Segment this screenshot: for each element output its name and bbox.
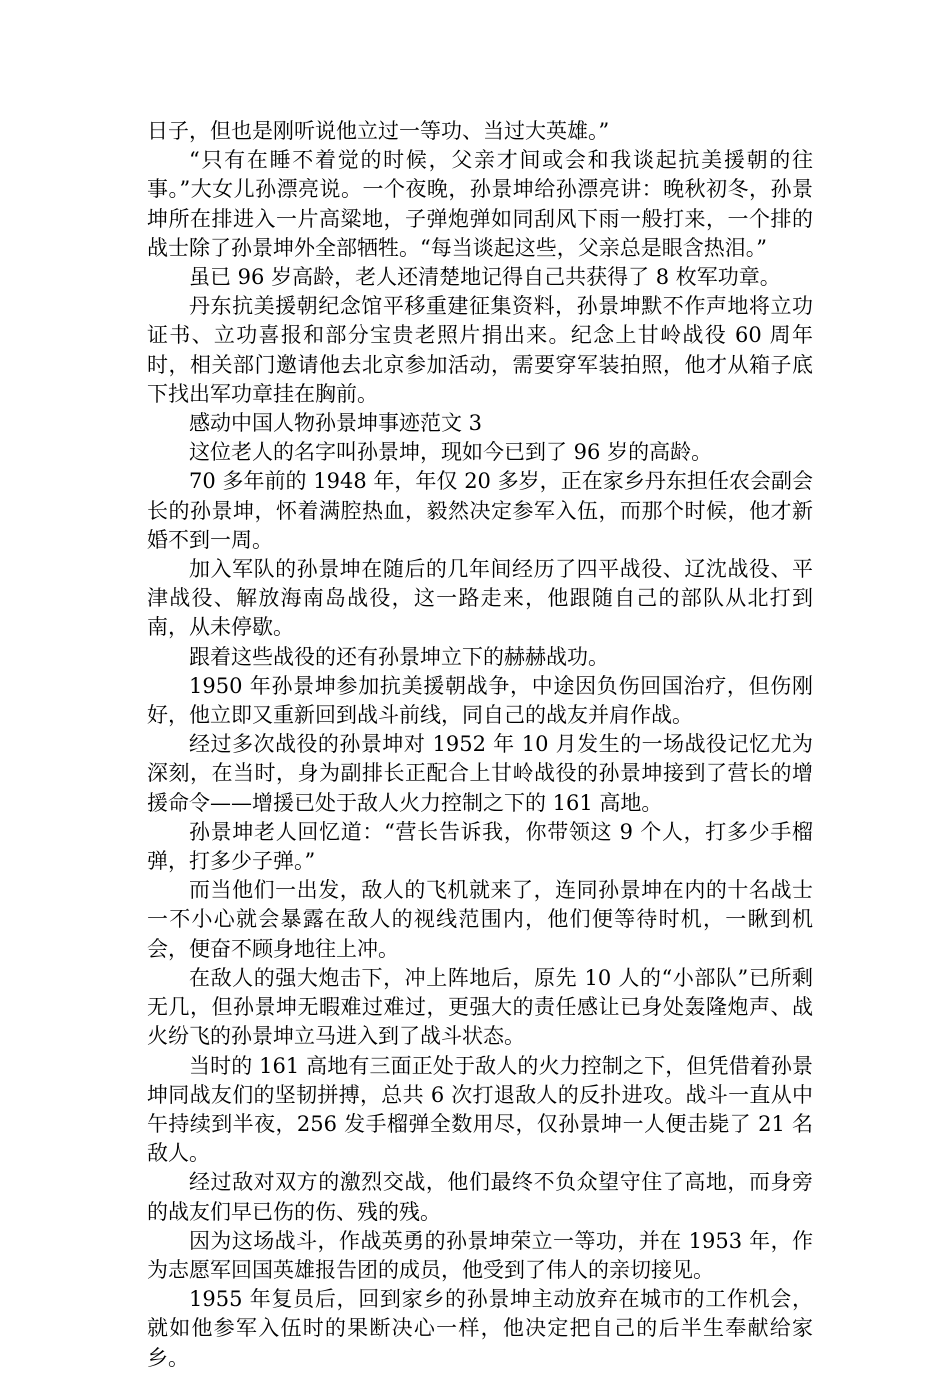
paragraph-11: 经过多次战役的孙景坤对 1952 年 10 月发生的一场战役记忆尤为深刻，在当时，身为副排长正配合上甘岭战役的孙景坤接到了营长的增援命令——增援已处于敌人火力控制之下的 161 高地。: [147, 732, 813, 815]
paragraph-3: 虽已 96 岁高龄，老人还清楚地记得自己共获得了 8 枚军功章。: [189, 265, 781, 290]
paragraph-14: 在敌人的强大炮击下，冲上阵地后，原先 10 人的“小部队”已所剩无几，但孙景坤无暇难过难过，更强大的责任感让已身处轰隆炮声、战火纷飞的孙景坤立马进入到了战斗状态。: [147, 965, 813, 1049]
paragraph-7: 70 多年前的 1948 年，年仅 20 多岁，正在家乡丹东担任农会副会长的孙景坤，怀着满腔热血，毅然决定参军入伍，而那个时候，他才新婚不到一周。: [147, 469, 813, 552]
section-heading: 感动中国人物孙景坤事迹范文 3: [189, 411, 483, 436]
paragraph-12: 孙景坤老人回忆道：“营长告诉我，你带领这 9 个人，打多少手榴弹，打多少子弹。”: [147, 819, 813, 874]
paragraph-16: 经过敌对双方的激烈交战，他们最终不负众望守住了高地，而身旁的战友们早已伤的伤、残的残。: [147, 1170, 813, 1224]
paragraph-17: 因为这场战斗，作战英勇的孙景坤荣立一等功，并在 1953 年，作为志愿军回国英雄报告团的成员，他受到了伟人的亲切接见。: [147, 1228, 813, 1282]
paragraph-10: 1950 年孙景坤参加抗美援朝战争，中途因负伤回国治疗，但伤刚好，他立即又重新回到战斗前线，同自己的战友并肩作战。: [147, 673, 813, 728]
paragraph-2: “只有在睡不着觉的时候，父亲才间或会和我谈起抗美援朝的往事。”大女儿孙漂亮说。一个夜晚，孙景坤给孙漂亮讲：晚秋初冬，孙景坤所在排进入一片高粱地，子弹炮弹如同刮风下雨一般打来，一个排的战士除了孙景坤外全部牺牲。“每当谈起这些，父亲总是眼含热泪。”: [147, 148, 813, 260]
paragraph-6: 这位老人的名字叫孙景坤，现如今已到了 96 岁的高龄。: [189, 440, 713, 465]
paragraph-18: 1955 年复员后，回到家乡的孙景坤主动放弃在城市的工作机会，就如他参军入伍时的果断决心一样，他决定把自己的后半生奉献给家乡。: [147, 1287, 813, 1370]
paragraph-13: 而当他们一出发，敌人的飞机就来了，连同孙景坤在内的十名战士一不小心就会暴露在敌人的视线范围内，他们便等待时机，一瞅到机会，便奋不顾身地往上冲。: [147, 878, 813, 961]
paragraph-1: 日子，但也是刚听说他立过一等功、当过大英雄。”: [147, 119, 610, 143]
paragraph-15: 当时的 161 高地有三面正处于敌人的火力控制之下，但凭借着孙景坤同战友们的坚韧拼搏，总共 6 次打退敌人的反扑进攻。战斗一直从中午持续到半夜，256 发手榴弹全数用尽，仅孙景坤一人便击毙了 21 名敌人。: [147, 1053, 813, 1166]
paragraph-4: 丹东抗美援朝纪念馆平移重建征集资料，孙景坤默不作声地将立功证书、立功喜报和部分宝贵老照片捐出来。纪念上甘岭战役 60 周年时，相关部门邀请他去北京参加活动，需要穿军装拍照，他才从箱子底下找出军功章挂在胸前。: [147, 294, 813, 406]
document-body: [147, 117, 813, 1373]
paragraph-8: 加入军队的孙景坤在随后的几年间经历了四平战役、辽沈战役、平津战役、解放海南岛战役，这一路走来，他跟随自己的部队从北打到南，从未停歇。: [147, 557, 813, 640]
paragraph-9: 跟着这些战役的还有孙景坤立下的赫赫战功。: [189, 644, 609, 669]
